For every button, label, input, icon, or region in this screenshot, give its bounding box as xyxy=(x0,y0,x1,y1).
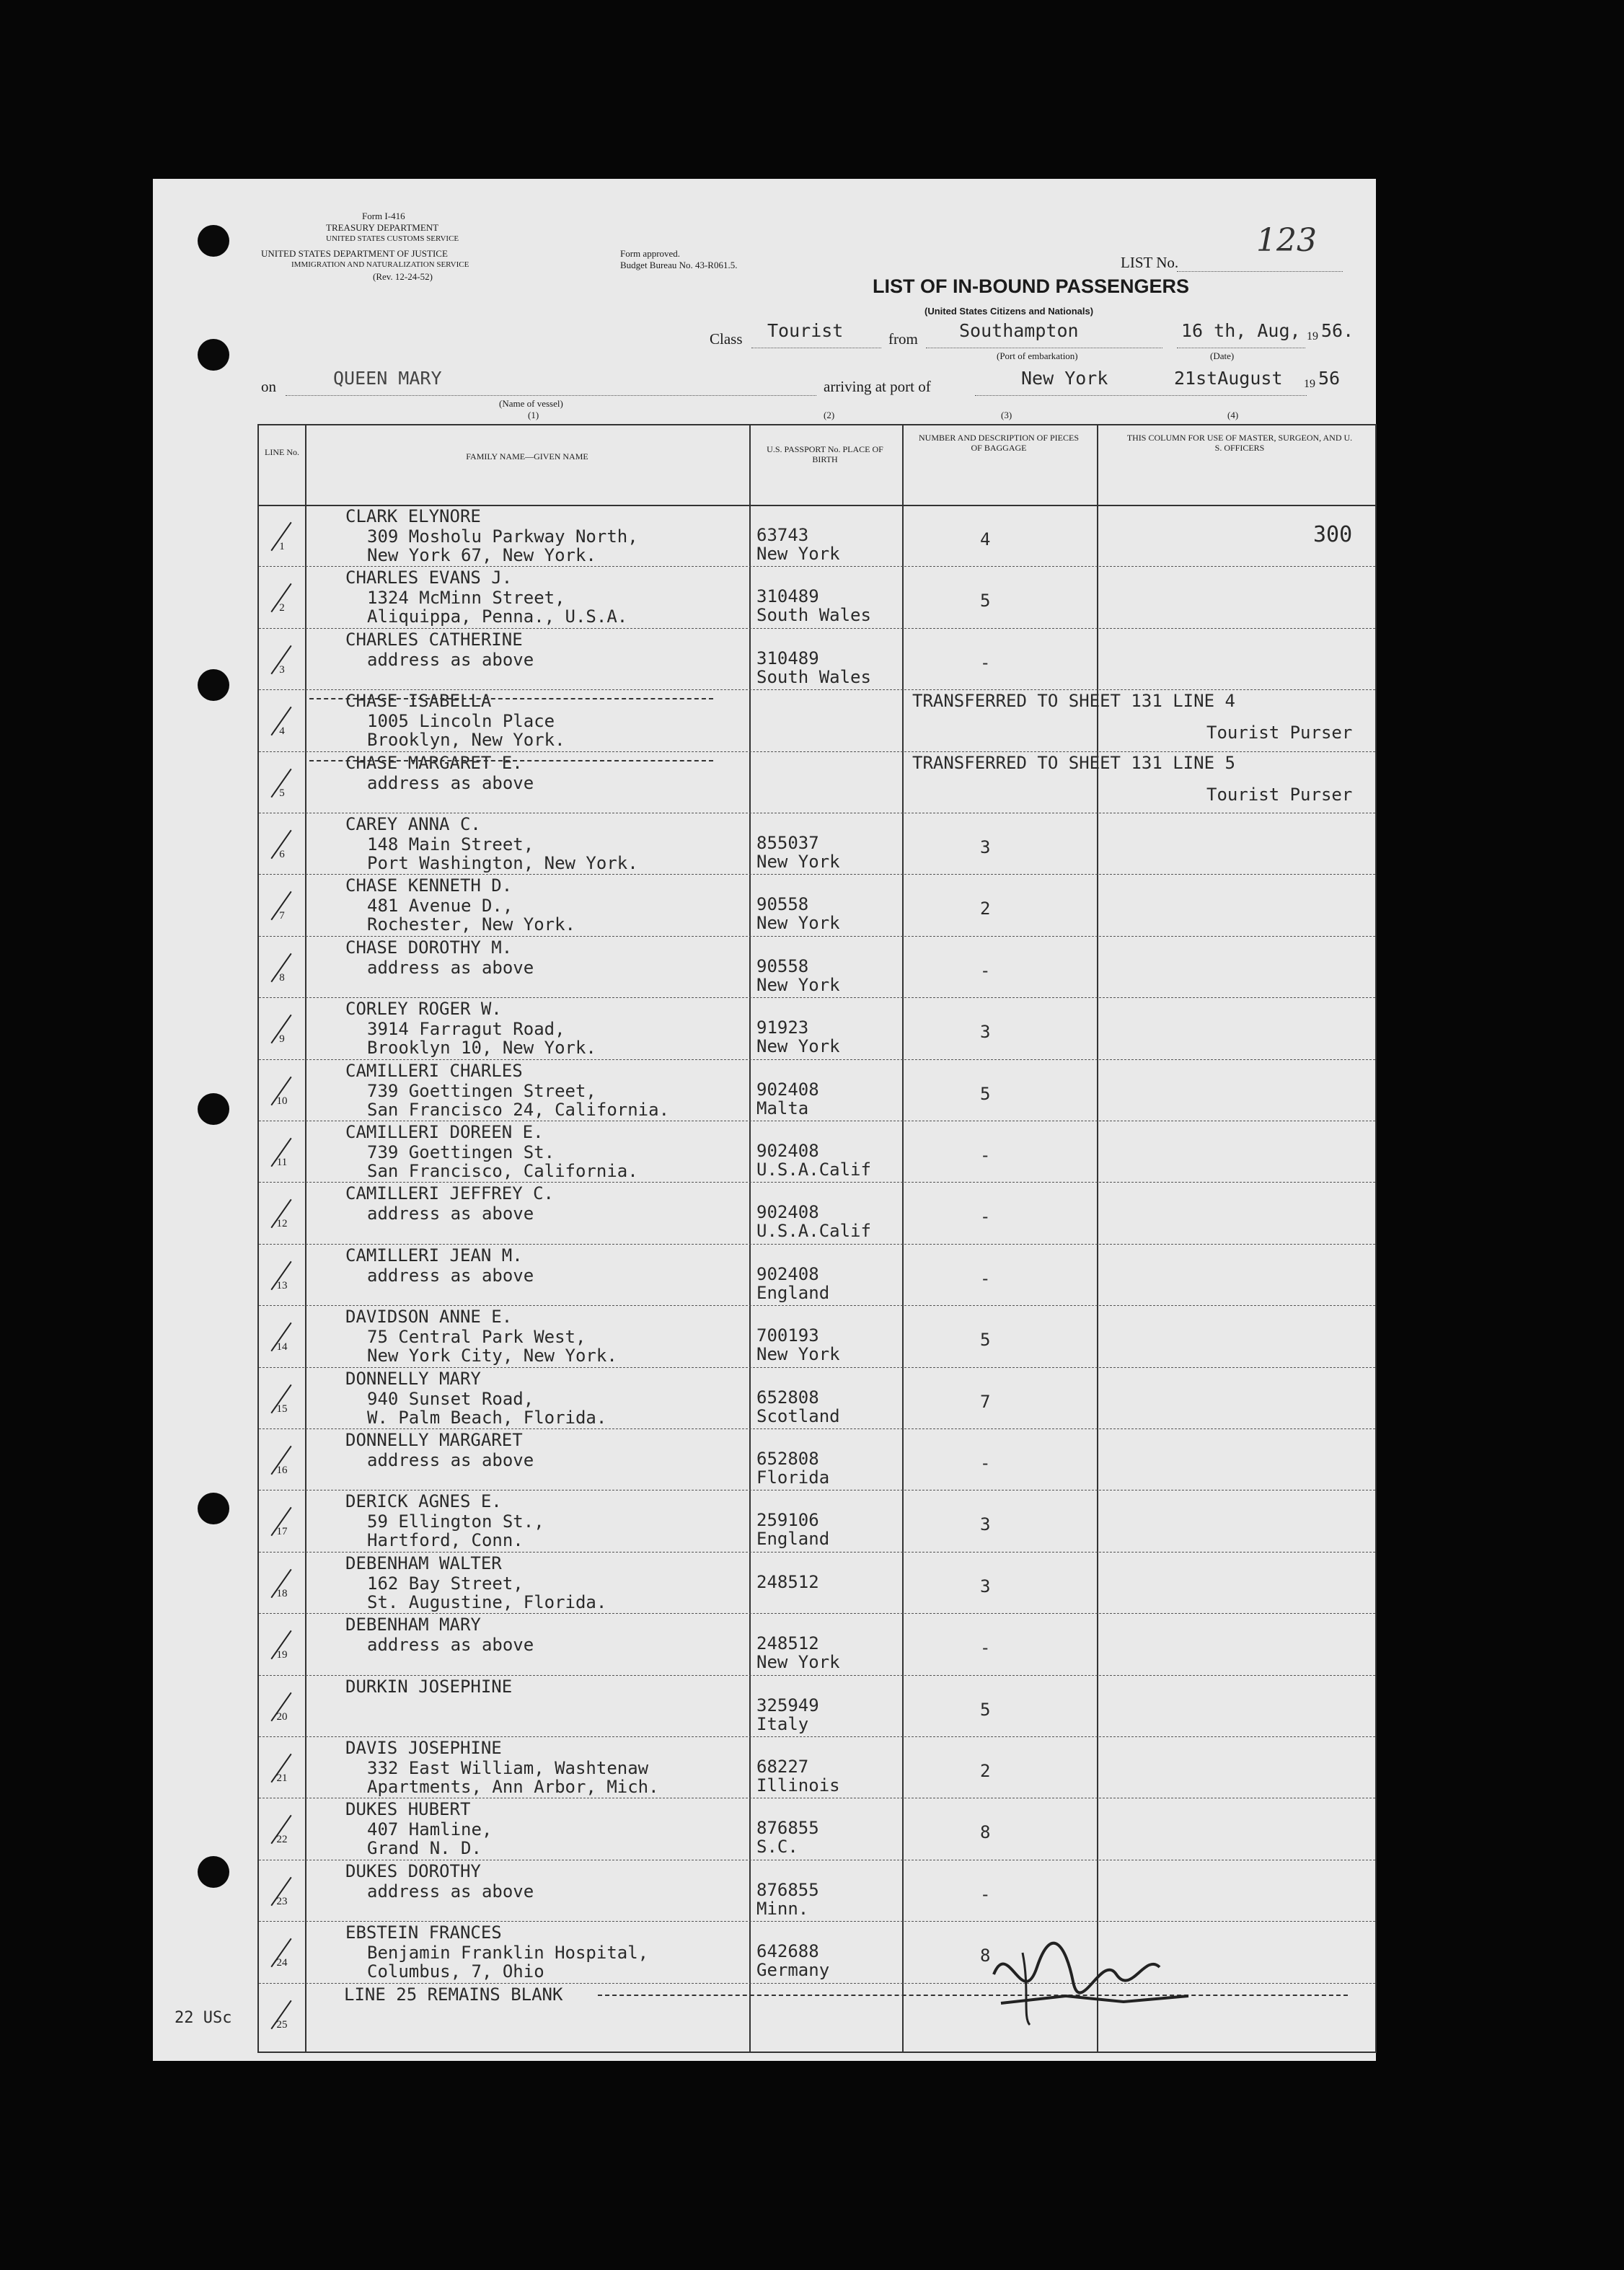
col-divider xyxy=(902,425,904,2052)
line-number: 8 xyxy=(279,971,285,984)
passenger-name: DONNELLY MARGARET xyxy=(345,1430,523,1450)
place-of-birth: New York xyxy=(756,913,840,934)
line-number: 19 xyxy=(276,1649,288,1661)
passenger-name: CHASE MARGARET E. xyxy=(345,752,523,773)
passenger-address-2: New York City, New York. xyxy=(367,1346,617,1366)
strikethrough xyxy=(309,760,713,761)
passport-number: 902408 xyxy=(756,1079,819,1100)
arrival-year: 56 xyxy=(1318,368,1341,389)
row-divider xyxy=(259,1921,1375,1922)
line-number: 16 xyxy=(276,1465,288,1476)
row-divider xyxy=(259,1983,1375,1984)
class-value: Tourist xyxy=(767,320,844,341)
baggage-count: - xyxy=(980,1145,991,1165)
place-of-birth: England xyxy=(756,1529,830,1550)
passenger-name: CHARLES EVANS J. xyxy=(345,568,513,588)
passenger-address-1: address as above xyxy=(367,1265,534,1286)
line-number: 18 xyxy=(276,1587,288,1599)
line-number: 11 xyxy=(276,1157,288,1168)
row-divider xyxy=(259,1367,1375,1368)
officer-signature xyxy=(979,1924,1196,2032)
punch-hole xyxy=(198,225,229,257)
date-caption: (Date) xyxy=(1210,350,1235,361)
row-divider xyxy=(259,1305,1375,1306)
passenger-address-2: San Francisco 24, California. xyxy=(367,1099,670,1120)
baggage-count: 3 xyxy=(980,1576,991,1596)
passenger-name: CHASE KENNETH D. xyxy=(345,875,513,896)
place-of-birth: Scotland xyxy=(756,1405,840,1426)
passenger-address-2: New York 67, New York. xyxy=(367,545,596,565)
place-of-birth: Illinois xyxy=(756,1775,840,1796)
line-number: 25 xyxy=(276,2018,288,2031)
col-header-name: FAMILY NAME—GIVEN NAME xyxy=(466,451,588,461)
punch-hole xyxy=(198,1093,229,1125)
passenger-address-2: Columbus, 7, Ohio xyxy=(367,1961,544,1982)
passport-number: 652808 xyxy=(756,1449,819,1469)
row-divider xyxy=(259,874,1375,875)
page-title: LIST OF IN-BOUND PASSENGERS xyxy=(873,275,1190,297)
passenger-table xyxy=(257,424,1377,2053)
passenger-address-2: Port Washington, New York. xyxy=(367,853,638,873)
row-divider xyxy=(259,936,1375,937)
departure-date: 16 th, Aug, xyxy=(1181,320,1301,341)
baggage-count: - xyxy=(980,1638,991,1659)
passenger-address-1: 309 Mosholu Parkway North, xyxy=(367,526,638,547)
passenger-address-2: Brooklyn 10, New York. xyxy=(367,1038,596,1059)
place-of-birth: Florida xyxy=(756,1467,830,1488)
departure-year: 56. xyxy=(1321,320,1354,341)
departure-year-prefix: 19 xyxy=(1307,330,1318,343)
place-of-birth: U.S.A.Calif xyxy=(756,1221,871,1242)
arrival-date: 21stAugust xyxy=(1174,368,1283,389)
passenger-address-1: address as above xyxy=(367,957,534,978)
purser-label-line-4: Tourist Purser xyxy=(1206,723,1353,743)
vessel-caption: (Name of vessel) xyxy=(499,398,563,409)
baggage-count: 8 xyxy=(980,1822,991,1843)
passport-number: 310489 xyxy=(756,648,819,668)
passenger-address-1: address as above xyxy=(367,1881,534,1902)
line-number: 1 xyxy=(279,541,285,552)
officer-note: 300 xyxy=(1313,522,1353,547)
port-embarkation-caption: (Port of embarkation) xyxy=(997,350,1078,361)
place-of-birth: England xyxy=(756,1282,830,1303)
transfer-note-line-5: TRANSFERRED TO SHEET 131 LINE 5 xyxy=(912,752,1235,773)
line-number: 10 xyxy=(276,1095,288,1107)
immigration-service: IMMIGRATION AND NATURALIZATION SERVICE xyxy=(291,260,469,269)
passenger-address-2: St. Augustine, Florida. xyxy=(367,1591,607,1612)
on-label: on xyxy=(261,378,276,395)
col-divider xyxy=(1097,425,1098,2052)
baggage-count: - xyxy=(980,1268,991,1289)
line-number: 5 xyxy=(279,787,285,799)
baggage-count: 8 xyxy=(980,1946,991,1966)
passenger-address-1: 481 Avenue D., xyxy=(367,896,513,917)
baggage-count: - xyxy=(980,1453,991,1473)
passport-number: 259106 xyxy=(756,1510,819,1531)
arrival-port: New York xyxy=(1021,368,1108,389)
punch-hole xyxy=(198,339,229,371)
line-number: 3 xyxy=(279,663,285,676)
margin-note: 22 USc xyxy=(175,2009,232,2027)
passenger-name: CHASE DOROTHY M. xyxy=(345,937,513,958)
manifest-page xyxy=(153,179,1376,2061)
line-number: 17 xyxy=(276,1526,288,1538)
baggage-count: 5 xyxy=(980,1699,991,1720)
department-of-justice: UNITED STATES DEPARTMENT OF JUSTICE xyxy=(261,248,448,259)
punch-hole xyxy=(198,1856,229,1888)
baggage-count: 2 xyxy=(980,898,991,919)
passport-number: 310489 xyxy=(756,586,819,607)
place-of-birth: Italy xyxy=(756,1713,809,1734)
passenger-name: DUKES DOROTHY xyxy=(345,1860,481,1881)
passenger-address-1: 407 Hamline, xyxy=(367,1819,493,1840)
passport-number: 248512 xyxy=(756,1633,819,1654)
passenger-address-1: 1324 McMinn Street, xyxy=(367,588,565,609)
passport-number: 642688 xyxy=(756,1941,819,1962)
revision-date: (Rev. 12-24-52) xyxy=(373,271,433,282)
col-header-baggage: NUMBER AND DESCRIPTION OF PIECES OF BAGGAGE xyxy=(918,433,1080,453)
passenger-name: CORLEY ROGER W. xyxy=(345,999,502,1020)
passenger-name: DUKES HUBERT xyxy=(345,1799,471,1820)
place-of-birth: New York xyxy=(756,1036,840,1057)
punch-hole xyxy=(198,1493,229,1524)
passenger-address-2: Aliquippa, Penna., U.S.A. xyxy=(367,606,628,627)
passenger-address-1: 3914 Farragut Road, xyxy=(367,1019,565,1040)
row-divider xyxy=(259,997,1375,998)
passport-number: 652808 xyxy=(756,1387,819,1408)
col-header-passport: U.S. PASSPORT No. PLACE OF BIRTH xyxy=(767,444,883,464)
place-of-birth: New York xyxy=(756,544,840,564)
place-of-birth: New York xyxy=(756,1652,840,1673)
passenger-address-2: W. Palm Beach, Florida. xyxy=(367,1407,607,1428)
line-number: 23 xyxy=(276,1895,288,1907)
line-number: 20 xyxy=(276,1710,288,1723)
baggage-count: 3 xyxy=(980,837,991,857)
row-divider xyxy=(259,1552,1375,1553)
row-divider xyxy=(259,1675,1375,1676)
passenger-name: DEBENHAM WALTER xyxy=(345,1553,502,1573)
treasury-department: TREASURY DEPARTMENT xyxy=(326,222,439,233)
page-subtitle: (United States Citizens and Nationals) xyxy=(924,306,1094,317)
passenger-address-2: Apartments, Ann Arbor, Mich. xyxy=(367,1777,659,1797)
passenger-name: DERICK AGNES E. xyxy=(345,1491,502,1512)
arriving-label: arriving at port of xyxy=(824,378,931,395)
place-of-birth: New York xyxy=(756,1344,840,1365)
line-number: 13 xyxy=(276,1279,288,1291)
passport-number: 902408 xyxy=(756,1202,819,1223)
line-number: 14 xyxy=(276,1341,288,1353)
line-number: 22 xyxy=(276,1834,288,1846)
row-divider xyxy=(259,751,1375,752)
passport-number: 248512 xyxy=(756,1571,819,1592)
place-of-birth: South Wales xyxy=(756,605,871,626)
row-divider xyxy=(259,1736,1375,1737)
vessel-name: QUEEN MARY xyxy=(333,368,442,389)
line-number: 4 xyxy=(279,725,285,738)
passenger-address-1: Benjamin Franklin Hospital, xyxy=(367,1943,649,1964)
passport-number: 91923 xyxy=(756,1017,809,1038)
col-header-officers: THIS COLUMN FOR USE OF MASTER, SURGEON, AND U. S. OFFICERS xyxy=(1126,433,1353,453)
column-number-2: (2) xyxy=(824,410,835,420)
passenger-name: CAREY ANNA C. xyxy=(345,814,481,834)
arrival-year-prefix: 19 xyxy=(1304,378,1315,390)
passport-number: 90558 xyxy=(756,894,809,915)
passenger-name: EBSTEIN FRANCES xyxy=(345,1922,502,1943)
from-value: Southampton xyxy=(959,320,1079,341)
col-header-line: LINE No. xyxy=(265,447,299,457)
purser-label-line-5: Tourist Purser xyxy=(1206,784,1353,805)
place-of-birth: New York xyxy=(756,852,840,872)
line-number: 21 xyxy=(276,1772,288,1784)
baggage-count: - xyxy=(980,652,991,673)
row-divider xyxy=(259,1244,1375,1245)
passenger-address-1: 148 Main Street, xyxy=(367,834,534,854)
row-divider xyxy=(259,1182,1375,1183)
baggage-count: - xyxy=(980,1883,991,1904)
passport-number: 90558 xyxy=(756,955,809,976)
column-number-4: (4) xyxy=(1227,410,1239,420)
vessel-column-number: (1) xyxy=(528,410,539,420)
passenger-address-1: 940 Sunset Road, xyxy=(367,1388,534,1409)
passenger-address-2: Rochester, New York. xyxy=(367,914,575,935)
passport-number: 325949 xyxy=(756,1695,819,1715)
passenger-name: LINE 25 REMAINS BLANK xyxy=(344,1984,563,2005)
line-number: 12 xyxy=(276,1218,288,1230)
passenger-name: DURKIN JOSEPHINE xyxy=(345,1676,513,1697)
baggage-count: - xyxy=(980,1206,991,1227)
baggage-count: 5 xyxy=(980,591,991,611)
passenger-address-1: address as above xyxy=(367,772,534,793)
passport-number: 855037 xyxy=(756,833,819,853)
passport-number: 876855 xyxy=(756,1879,819,1900)
passenger-address-1: address as above xyxy=(367,1450,534,1470)
customs-service: UNITED STATES CUSTOMS SERVICE xyxy=(326,234,459,243)
blank-line-dashes xyxy=(598,1995,1348,1996)
passenger-name: CHARLES CATHERINE xyxy=(345,629,523,650)
passport-number: 700193 xyxy=(756,1325,819,1346)
list-number: 123 xyxy=(1256,222,1317,259)
place-of-birth: S.C. xyxy=(756,1837,798,1858)
passenger-address-1: 739 Goettingen St. xyxy=(367,1142,555,1162)
passenger-name: DAVIDSON ANNE E. xyxy=(345,1307,513,1328)
passport-number: 902408 xyxy=(756,1263,819,1284)
passenger-name: CAMILLERI JEAN M. xyxy=(345,1245,523,1266)
passenger-address-2: Hartford, Conn. xyxy=(367,1530,524,1551)
col-divider xyxy=(305,425,306,2052)
vessel-underline xyxy=(286,395,816,396)
row-divider xyxy=(259,566,1375,567)
passenger-name: CHASE ISABELLA xyxy=(345,691,492,712)
passenger-address-1: address as above xyxy=(367,649,534,670)
passenger-address-1: 75 Central Park West, xyxy=(367,1327,586,1348)
place-of-birth: New York xyxy=(756,974,840,995)
list-no-label: LIST No. xyxy=(1121,254,1179,271)
place-of-birth: South Wales xyxy=(756,666,871,687)
passenger-name: CAMILLERI DOREEN E. xyxy=(345,1122,544,1142)
row-divider xyxy=(259,1613,1375,1614)
passenger-address-1: address as above xyxy=(367,1635,534,1656)
passenger-name: CLARK ELYNORE xyxy=(345,506,481,526)
budget-bureau: Budget Bureau No. 43-R061.5. xyxy=(620,260,738,270)
passenger-address-2: San Francisco, California. xyxy=(367,1161,638,1181)
passenger-name: DEBENHAM MARY xyxy=(345,1615,481,1635)
line-number: 15 xyxy=(276,1403,288,1415)
row-divider xyxy=(259,1428,1375,1429)
passenger-name: CAMILLERI CHARLES xyxy=(345,1060,523,1081)
form-approved: Form approved. xyxy=(620,248,681,259)
baggage-count: 5 xyxy=(980,1083,991,1104)
line-number: 6 xyxy=(279,849,285,860)
passenger-address-1: 59 Ellington St., xyxy=(367,1511,544,1532)
row-divider xyxy=(259,1059,1375,1060)
baggage-count: 3 xyxy=(980,1022,991,1043)
form-number: Form I-416 xyxy=(362,211,405,221)
from-label: from xyxy=(888,330,918,348)
col-divider xyxy=(749,425,751,2052)
line-number: 2 xyxy=(279,602,285,614)
baggage-count: 5 xyxy=(980,1330,991,1351)
row-divider xyxy=(259,628,1375,629)
passenger-address-1: 1005 Lincoln Place xyxy=(367,711,555,732)
passenger-name: DONNELLY MARY xyxy=(345,1368,481,1389)
passenger-name: DAVIS JOSEPHINE xyxy=(345,1738,502,1758)
baggage-count: 2 xyxy=(980,1761,991,1781)
passport-number: 876855 xyxy=(756,1818,819,1839)
passenger-address-2: Grand N. D. xyxy=(367,1838,482,1859)
transfer-note-line-4: TRANSFERRED TO SHEET 131 LINE 4 xyxy=(912,691,1235,712)
passenger-address-2: Brooklyn, New York. xyxy=(367,730,565,751)
punch-hole xyxy=(198,669,229,701)
place-of-birth: Malta xyxy=(756,1098,809,1118)
passport-number: 902408 xyxy=(756,1141,819,1161)
passport-number: 63743 xyxy=(756,525,809,545)
baggage-count: - xyxy=(980,960,991,981)
column-number-3: (3) xyxy=(1001,410,1012,420)
place-of-birth: U.S.A.Calif xyxy=(756,1160,871,1180)
passenger-address-1: 739 Goettingen Street, xyxy=(367,1080,596,1101)
line-number: 7 xyxy=(279,910,285,922)
passport-number: 68227 xyxy=(756,1757,809,1777)
baggage-count: 4 xyxy=(980,529,991,549)
passenger-name: CAMILLERI JEFFREY C. xyxy=(345,1183,554,1204)
list-no-underline xyxy=(1177,271,1343,272)
passenger-address-1: address as above xyxy=(367,1204,534,1224)
baggage-count: 7 xyxy=(980,1391,991,1412)
line-number: 24 xyxy=(276,1957,288,1969)
line-number: 9 xyxy=(279,1033,285,1046)
baggage-count: 3 xyxy=(980,1514,991,1535)
passenger-address-1: 162 Bay Street, xyxy=(367,1573,524,1594)
place-of-birth: Germany xyxy=(756,1960,830,1981)
place-of-birth: Minn. xyxy=(756,1898,809,1919)
strikethrough xyxy=(309,698,713,699)
passenger-address-1: 332 East William, Washtenaw xyxy=(367,1758,649,1778)
row-divider xyxy=(259,689,1375,690)
class-label: Class xyxy=(710,330,743,348)
arrival-underline xyxy=(975,395,1307,396)
